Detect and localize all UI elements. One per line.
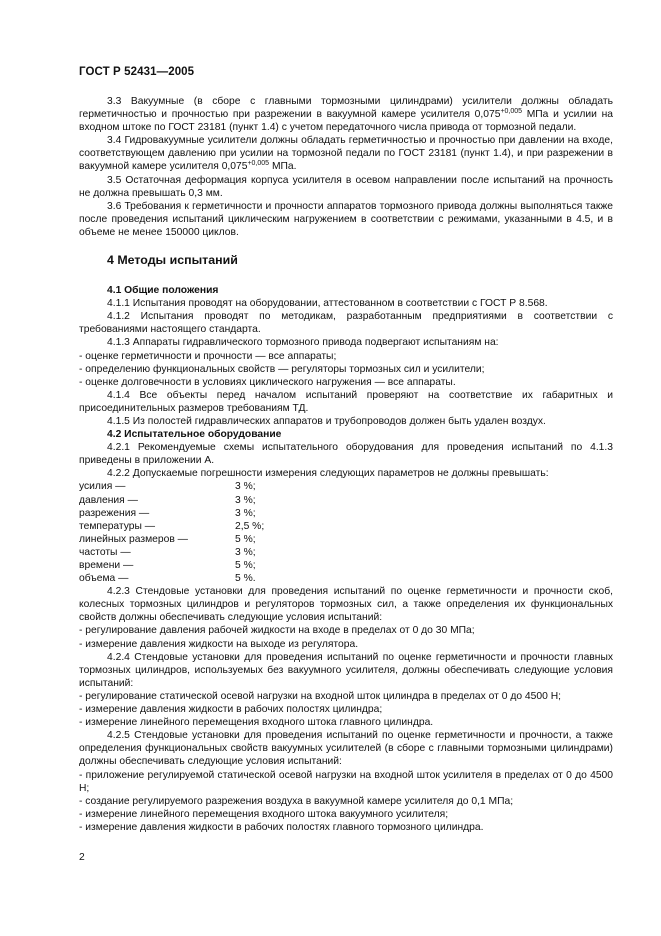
- clause-3-4-superscript: +0,005: [247, 160, 270, 168]
- list-item: - оценке герметичности и прочности — все аппараты;: [79, 350, 337, 362]
- tolerance-value: 3 %;: [235, 481, 256, 493]
- list-item: - создание регулируемого разрежения воздуха в вакуумной камере усилителя до 0,1 МПа;: [79, 795, 514, 807]
- tolerance-name: давления —: [79, 494, 138, 506]
- list-item: - приложение регулируемой статической осевой нагрузки на входной шток усилителя в пределах от 0 до 4500 Н;: [79, 769, 613, 794]
- tolerance-name: температуры —: [79, 520, 156, 532]
- table-row: [79, 572, 264, 585]
- clause-4-2-2: 4.2.2 Допускаемые погрешности измерения следующих параметров не должны превышать:: [107, 468, 549, 480]
- tolerance-table: [79, 480, 264, 585]
- clause-3-3-text-b: МПа и усилии на входном штоке по ГОСТ 23181 (пункт 1.4) с учетом передаточного числа привода от тормозной педали.: [79, 109, 613, 134]
- clause-4-2-4: 4.2.4 Стендовые установки для проведения испытаний по оценке герметичности и прочности главных тормозных цилиндров, используемых без вакуумного усилителя, должны обеспечивать следующие условия испытаний:: [79, 651, 613, 689]
- clause-3-4: [79, 134, 613, 173]
- tolerance-value: 2,5 %;: [235, 520, 265, 532]
- clause-3-4-text-b: МПа.: [269, 161, 297, 173]
- clause-4-1-3: 4.1.3 Аппараты гидравлического тормозного привода подвергают испытаниям на:: [107, 337, 499, 349]
- table-row: [79, 480, 264, 493]
- tolerance-name: линейных размеров —: [79, 533, 188, 545]
- tolerance-value: 5 %;: [235, 560, 256, 571]
- clause-3-5: 3.5 Остаточная деформация корпуса усилителя в осевом направлении после испытаний на прочность не должна превышать 0,3 мм.: [79, 174, 613, 199]
- clause-4-2-3: 4.2.3 Стендовые установки для проведения испытаний по оценке герметичности и прочности скоб, колесных тормозных цилиндров и регуляторов тормозных сил, а также определения их функциональных свойств должны обеспечивать следующие условия испытаний:: [79, 586, 613, 624]
- table-row: [79, 559, 264, 572]
- clause-4-1-5: 4.1.5 Из полостей гидравлических аппаратов и трубопроводов должен быть удален воздух.: [107, 415, 546, 427]
- tolerance-name: объема —: [79, 573, 129, 585]
- tolerance-name: разрежения —: [79, 507, 150, 519]
- list-item: - измерение линейного перемещения входного штока главного цилиндра.: [79, 717, 434, 729]
- tolerance-name: частоты —: [79, 546, 131, 558]
- subsection-4-2-heading: 4.2 Испытательное оборудование: [107, 429, 282, 441]
- running-header: ГОСТ Р 52431—2005: [79, 66, 195, 78]
- clause-3-4-text-a: 3.4 Гидровакуумные усилители должны обладать герметичностью и прочностью при давлении на входе, соответствующем давлению при усилии на тормозной педали по ГОСТ 23181 (пункт 1.4), и при разрежении в вакуумной камере усилителя 0,075: [79, 135, 613, 173]
- clause-4-1-2: 4.1.2 Испытания проводят по методикам, разработанным предприятиями в соответствии с требованиями настоящего стандарта.: [79, 311, 613, 336]
- table-row: [79, 546, 264, 559]
- tolerance-value: 3 %;: [235, 507, 256, 519]
- page-number: 2: [79, 852, 85, 863]
- table-row: [79, 520, 264, 533]
- list-item: - измерение линейного перемещения входного штока вакуумного усилителя;: [79, 808, 449, 820]
- subsection-4-1-heading: 4.1 Общие положения: [107, 285, 219, 297]
- tolerance-value: 3 %;: [235, 546, 256, 558]
- clause-4-1-4: 4.1.4 Все объекты перед началом испытаний проверяют на соответствие их габаритных и присоединительных размеров требованиям ТД.: [79, 389, 613, 414]
- clause-3-3: [79, 95, 613, 134]
- clause-4-2-5: 4.2.5 Стендовые установки для проведения испытаний по оценке герметичности и прочности, а также определения функциональных свойств вакуумных усилителей (в сборе с главными тормозными цилиндрами) должны обеспечивать следующие условия испытаний:: [79, 730, 613, 768]
- list-item: - регулирование давления рабочей жидкости на входе в пределах от 0 до 30 МПа;: [79, 625, 475, 637]
- list-item: - измерение давления жидкости на выходе из регулятора.: [79, 638, 359, 650]
- table-row: [79, 507, 264, 520]
- document-body: [79, 95, 613, 834]
- clause-3-3-superscript: +0,005: [500, 108, 523, 116]
- tolerance-value: 5 %.: [235, 573, 256, 585]
- tolerance-name: времени —: [79, 560, 134, 571]
- tolerance-name: усилия —: [79, 481, 126, 493]
- table-row: [79, 494, 264, 507]
- clause-3-3-text-a: 3.3 Вакуумные (в сборе с главными тормозными цилиндрами) усилители должны обладать герметичностью и прочностью при разрежении в вакуумной камере усилителя 0,075: [79, 96, 613, 121]
- list-item: - определению функциональных свойств — регуляторы тормозных сил и усилители;: [79, 363, 485, 375]
- list-item: - измерение давления жидкости в рабочих полостях главного тормозного цилиндра.: [79, 821, 484, 833]
- tolerance-value: 5 %;: [235, 533, 256, 545]
- tolerance-value: 3 %;: [235, 494, 256, 506]
- list-item: - регулирование статической осевой нагрузки на входной шток цилиндра в пределах от 0 до 4500 Н;: [79, 690, 561, 702]
- clause-4-2-1: 4.2.1 Рекомендуемые схемы испытательного оборудования для проведения испытаний по 4.1.3 приведены в приложении А.: [79, 442, 613, 467]
- list-item: - измерение давления жидкости в рабочих полостях цилиндра;: [79, 704, 383, 716]
- table-row: [79, 533, 264, 546]
- section-4-heading: 4 Методы испытаний: [107, 253, 238, 268]
- clause-4-1-1: 4.1.1 Испытания проводят на оборудовании, аттестованном в соответствии с ГОСТ Р 8.568.: [107, 298, 548, 310]
- list-item: - оценке долговечности в условиях циклического нагружения — все аппараты.: [79, 376, 456, 388]
- clause-3-6: 3.6 Требования к герметичности и прочности аппаратов тормозного привода должны выполняться также после проведения испытаний циклическим нагружением в соответствии с режимами, указанными в 4.5, и в объеме не менее 150000 циклов.: [79, 200, 613, 238]
